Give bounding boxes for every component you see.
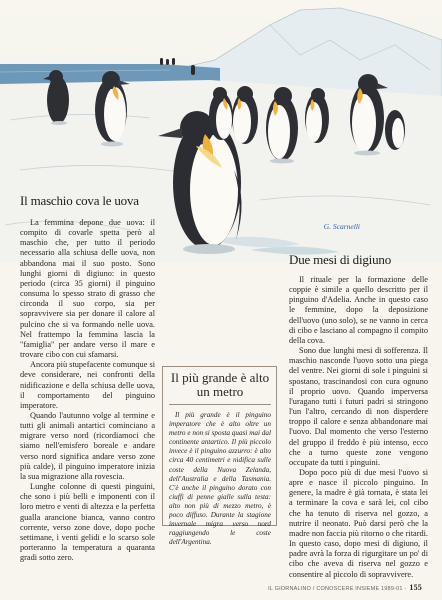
section-body-digiuno xyxy=(289,275,428,580)
paragraph: Il rituale per la formazione delle coppie è simile a quello descritto per il pinguino d'Adelia. Anche in questo caso le femmine, dopo la deposizione dell'uovo (uno solo), se ne vanno in cerca di cibo e lasciano al compagno il compito della cova. xyxy=(289,275,428,345)
section-body-maschio xyxy=(20,218,155,563)
paragraph: Quando l'autunno volge al termine e tutti gli animali antartici cominciano a migrare verso nord (ricordiamoci che siamo nell'emisfero boreale e andare verso nord significa andare verso zone più calde), il pinguino imperatore inizia la sua migrazione alla rovescia. xyxy=(20,410,155,481)
page-number: 155 xyxy=(409,583,422,592)
sidebar-title: Il più grande è alto un metro xyxy=(169,371,271,405)
section-title-digiuno: Due mesi di digiuno xyxy=(289,252,391,267)
paragraph: La femmina depone due uova: il compito di covarle spetta però al maschio che, per tutto il periodo necessario alla schiusa delle uova, non abbandona mai il suo posto. Sono lunghi giorni di digiuno: in questo periodo (circa 35 giorni) il pinguino consuma lo spesso strato di grasso che circonda il suo corpo, sia per sopravvivere sia per donare il calore al pulcino che si va formando nelle uova. Nel frattempo la femmina lascia la "famiglia" per andare verso il mare e trovare cibo con cui sfamarsi. xyxy=(20,218,155,360)
paragraph: Sono due lunghi mesi di sofferenza. Il maschio nasconde l'uovo sotto una piega del ventre. Nei giorni di sole i pinguini si spostano, trascinandosi con cura ognuno il proprio uovo. Quando imperversa l'uragano tutti i futuri padri si stringono l'un l'altro, cercando di non disperdere troppo il calore e senza abbandonare mai l'uovo. Dal momento che verso l'esterno del gruppo il freddo è più intenso, ecco che a turno queste zone vengono occupate da tutti i pinguini. xyxy=(289,346,428,467)
footer-text: IL GIORNALINO / CONOSCERE INSIEME 1989-01 - xyxy=(268,586,407,592)
sidebar-box xyxy=(162,366,277,547)
paragraph: Ancora più stupefacente comunque si deve considerare, nei confronti della nidificazione e della schiusa delle uova, il comportamento del pinguino imperatore. xyxy=(20,360,155,410)
sidebar-text: Il più grande è il pinguino imperatore che è alto oltre un metro e non si sposta quasi mai dal continente antartico. Il più piccolo invece è il pinguino azzurro: è alto circa 40 centimetri e nidifica sulle coste della Nuova Zelanda, dell'Australia e della Tasmania. C'è anche il pinguino dorato con ciuffi di penne gialle sulla testa: alto non più di mezzo metro, è poco diffuso. Durante la stagione invernale migra verso nord raggiungendo le coste dell'Argentina. xyxy=(169,411,271,547)
section-title-maschio: Il maschio cova le uova xyxy=(20,193,139,208)
page-footer xyxy=(268,583,422,592)
paragraph: Lunghe colonne di questi pinguini, che sono i più belli e imponenti con il loro metro e venti di altezza e la perfetta gualla arancione bianca, vanno contro corrente, verso zone dove, dopo poche settimane, i venti gelidi e lo scarso sole porteranno la temperatura a quaranta gradi sotto zero. xyxy=(20,482,155,563)
illustrator-signature: G. Scarnelli xyxy=(323,222,360,231)
paragraph: Dopo poco più di due mesi l'uovo si apre e nasce il piccolo pinguino. In genere, la madre è già tornata, è stata lei a terminare la cova e sarà lei, col cibo che ha tenuto di riserva nel gozzo, a nutrire il neonato. Può darsi però che la madre non faccia più ritorno o che ritardi. In questo caso, dopo mesi di digiuno, il padre avrà la forza di rigurgitare un po' di cibo che aveva di riserva nel gozzo e consentire al piccolo di sopravvivere. xyxy=(289,467,428,579)
